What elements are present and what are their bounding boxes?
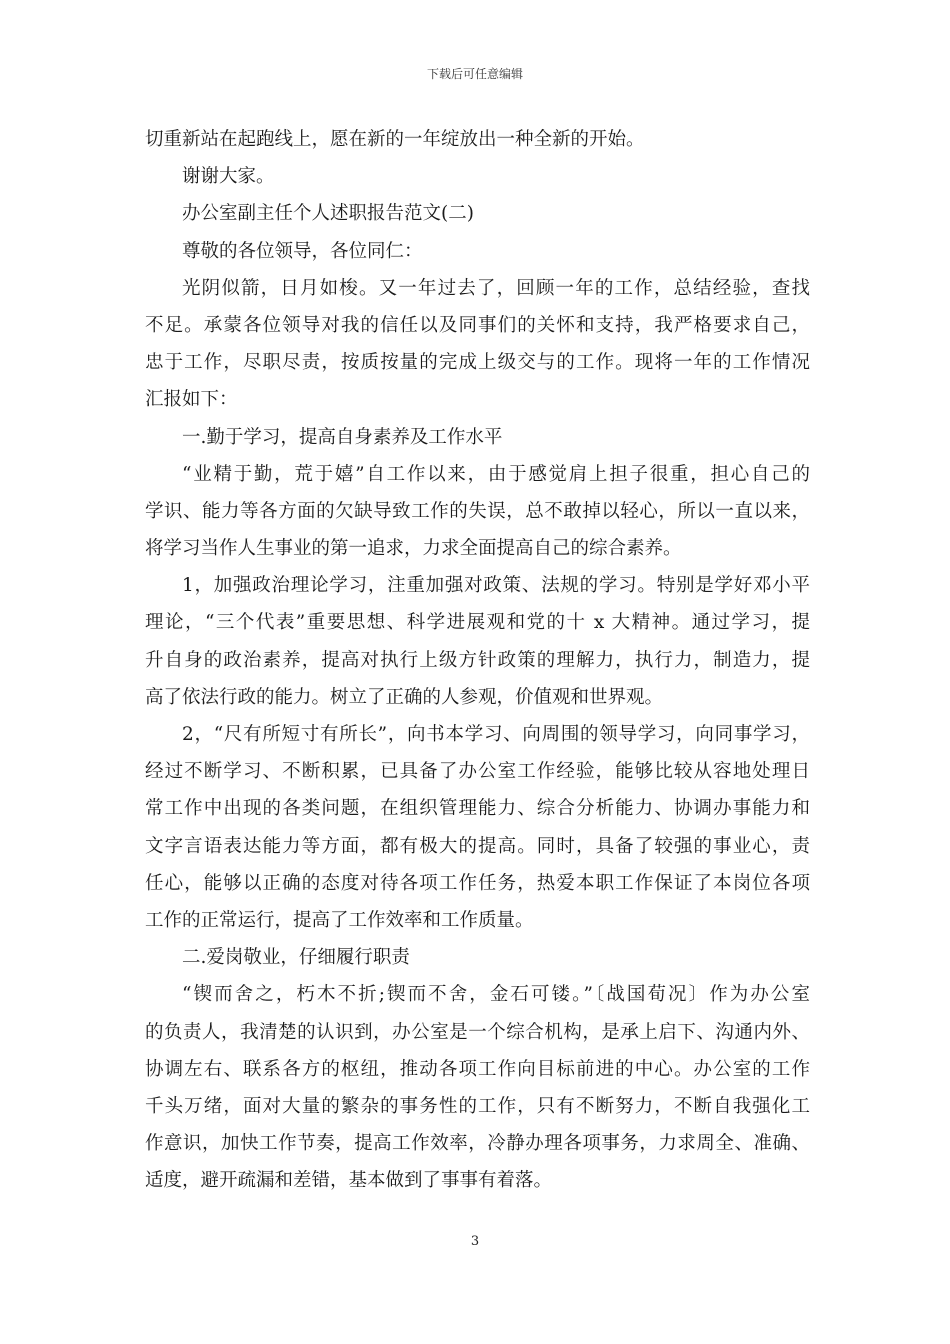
text-line: 高了依法行政的能力。树立了正确的人参观，价值观和世界观。 [145,686,664,708]
text-line: 谢谢大家。 [182,166,275,188]
text-line: “业精于勤，荒于嬉”自工作以来，由于感觉肩上担子很重，担心自己的 [182,463,810,485]
text-line: 2，“尺有所短寸有所长”，向书本学习、向周围的领导学习，向同事学习， [182,724,810,745]
text-line: 忠于工作，尽职尽责，按质按量的完成上级交与的工作。现将一年的工作情况 [145,352,810,374]
text-line: 汇报如下： [145,389,238,411]
text-line: 经过不断学习、不断积累，已具备了办公室工作经验，能够比较从容地处理日 [145,761,810,783]
text-line: 适度，避开疏漏和差错，基本做到了事事有着落。 [145,1170,553,1192]
text-line: 切重新站在起跑线上，愿在新的一年绽放出一种全新的开始。 [145,129,645,150]
text-line: 学识、能力等各方面的欠缺导致工作的失误，总不敢掉以轻心，所以一直以来， [145,500,810,522]
text-line: 理论，“三个代表”重要思想、科学进展观和党的十 x 大精神。通过学习，提 [145,612,810,634]
text-line: 的负责人，我清楚的认识到，办公室是一个综合机构，是承上启下、沟通内外、 [145,1021,810,1043]
text-line: 将学习当作人生事业的第一追求，力求全面提高自己的综合素养。 [145,538,682,560]
section-heading: 一.勤于学习，提高自身素养及工作水平 [182,426,503,448]
text-line: 1，加强政治理论学习，注重加强对政策、法规的学习。特别是学好邓小平 [182,575,810,597]
text-line: 常工作中出现的各类问题，在组织管理能力、综合分析能力、协调办事能力和 [145,798,810,820]
text-line: 工作的正常运行，提高了工作效率和工作质量。 [145,909,534,931]
page-number: 3 [470,1234,480,1249]
section-title: 办公室副主任个人述职报告范文(二) [182,203,474,225]
text-line: 文字言语表达能力等方面，都有极大的提高。同时，具备了较强的事业心，责 [145,835,810,857]
page-header: 下载后可任意编辑 [426,67,523,81]
text-line: 任心，能够以正确的态度对待各项工作任务，热爱本职工作保证了本岗位各项 [145,872,810,894]
salutation: 尊敬的各位领导，各位同仁： [182,240,423,262]
section-heading: 二.爱岗敬业，仔细履行职责 [182,947,410,969]
text-line: “锲而舍之，朽木不折;锲而不舍，金石可镂。”〔战国荀况〕作为办公室 [182,984,810,1006]
text-line: 千头万绪，面对大量的繁杂的事务性的工作，只有不断努力，不断自我强化工 [145,1095,810,1117]
text-line: 作意识，加快工作节奏，提高工作效率，冷静办理各项事务，力求周全、准确、 [145,1133,810,1155]
text-line: 升自身的政治素养，提高对执行上级方针政策的理解力，执行力，制造力，提 [145,649,810,671]
document-body [145,121,810,1199]
text-line: 不足。承蒙各位领导对我的信任以及同事们的关怀和支持，我严格要求自己， [145,314,810,336]
text-line: 光阴似箭，日月如梭。又一年过去了，回顾一年的工作，总结经验，查找 [182,277,810,299]
text-line: 协调左右、联系各方的枢纽，推动各项工作向目标前进的中心。办公室的工作 [145,1058,810,1080]
